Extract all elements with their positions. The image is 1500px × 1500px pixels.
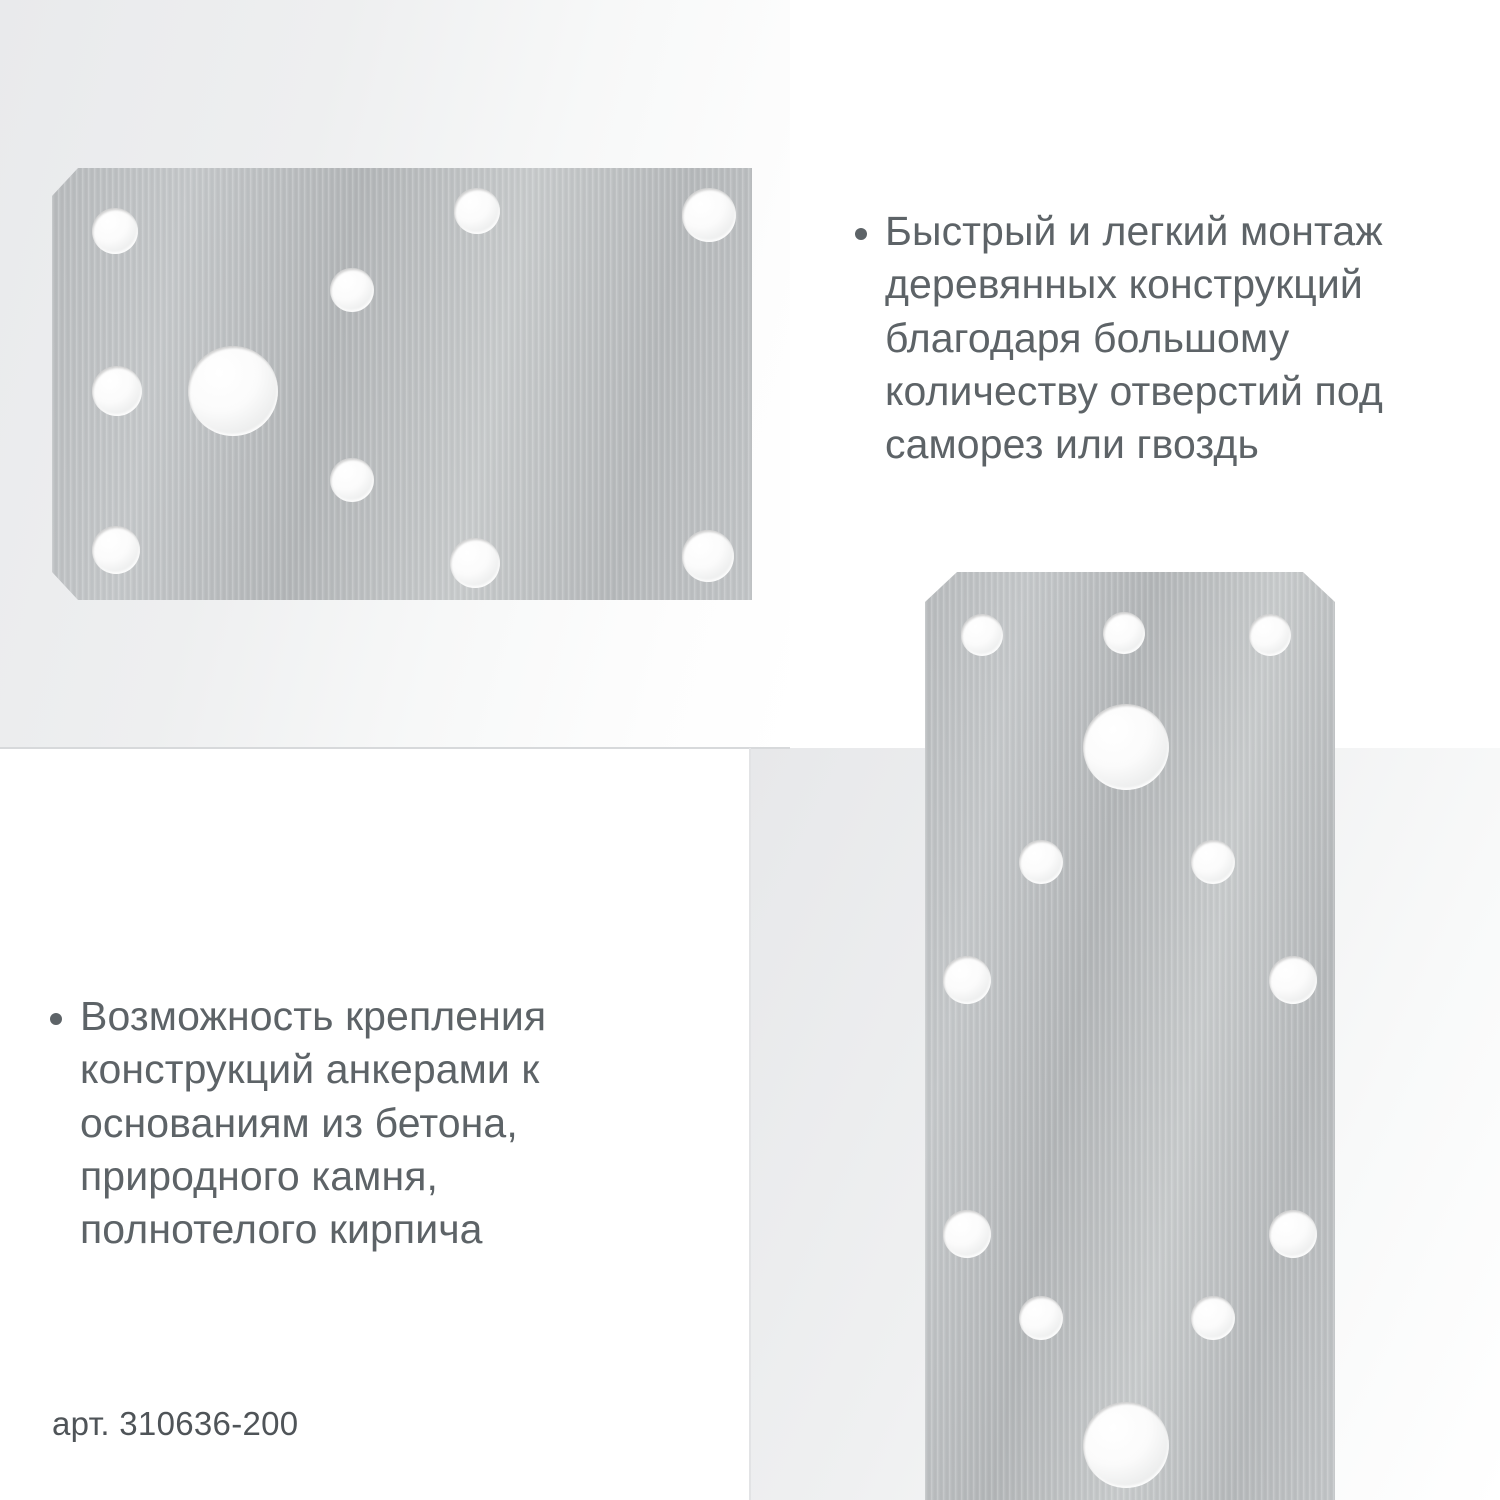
product-image-plate-vertical [925, 572, 1335, 1500]
plate-hole [1191, 1296, 1235, 1340]
plate-hole [943, 956, 991, 1004]
plate-hole [1019, 840, 1063, 884]
plate-hole [92, 208, 138, 254]
panel-divider-horizontal [0, 747, 790, 749]
plate-hole [92, 366, 142, 416]
plate-hole [450, 538, 500, 588]
plate-hole [92, 526, 140, 574]
plate-hole [330, 268, 374, 312]
article-number-label: арт. 310636-200 [52, 1405, 299, 1442]
plate-hole-large [1083, 704, 1169, 790]
plate-hole [943, 1210, 991, 1258]
feature-bullet-fast-mounting [855, 205, 1455, 471]
plate-hole [1249, 614, 1291, 656]
plate-hole-large [1083, 1402, 1169, 1488]
plate-hole [1269, 1210, 1317, 1258]
bullet-dot-icon [50, 1013, 62, 1025]
feature-bullet-anchor-fixing [50, 990, 670, 1256]
plate-hole [961, 614, 1003, 656]
plate-hole [454, 188, 500, 234]
plate-hole [682, 188, 736, 242]
plate-hole [1103, 612, 1145, 654]
plate-hole [1269, 956, 1317, 1004]
product-image-plate-horizontal [52, 168, 752, 600]
feature-bullet-text: Возможность крепления конструкций анкерами к основаниям из бетона, природного камня, полнотелого кирпича [80, 993, 547, 1253]
plate-hole [1019, 1296, 1063, 1340]
plate-hole [1191, 840, 1235, 884]
plate-hole [330, 458, 374, 502]
plate-hole [682, 530, 734, 582]
bullet-dot-icon [855, 228, 867, 240]
plate-hole-large [188, 346, 278, 436]
feature-bullet-text: Быстрый и легкий монтаж деревянных конструкций благодаря большому количеству отверстий под саморез или гвоздь [885, 208, 1383, 468]
panel-divider-vertical [749, 748, 751, 1500]
